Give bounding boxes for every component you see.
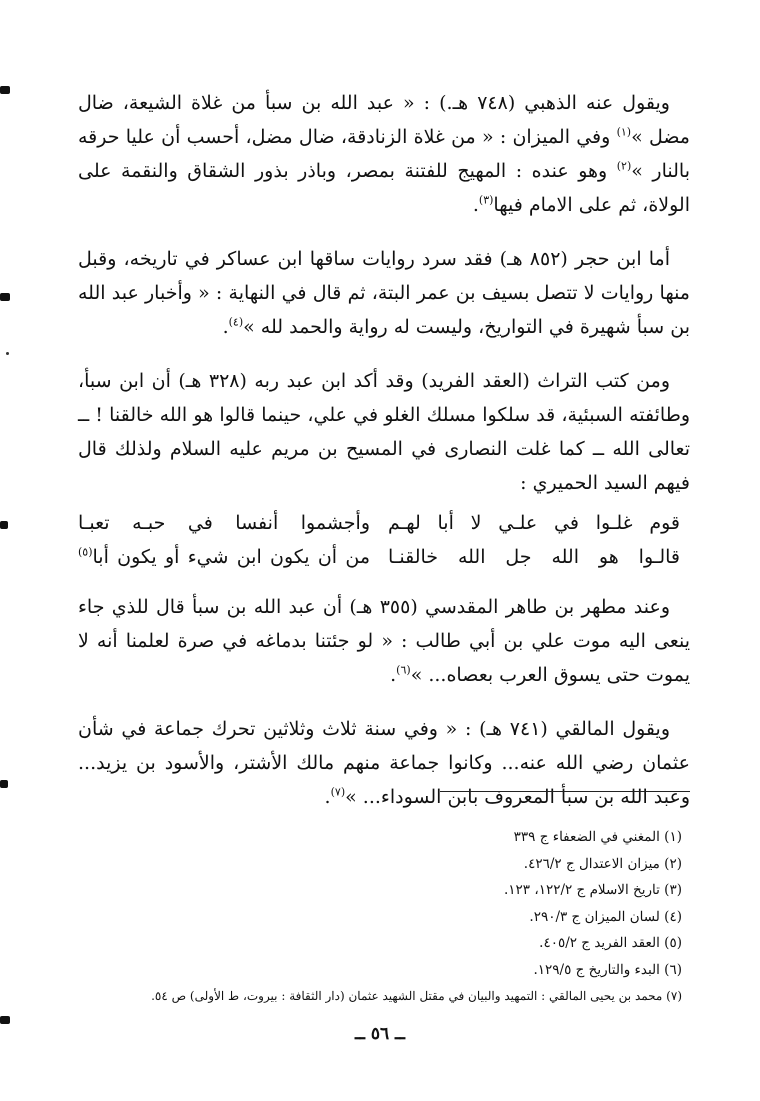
footnote-ref-2[interactable]: (٢) [616,159,632,173]
footnote-ref-6[interactable]: (٦) [396,663,411,677]
footnote-item: (١) المغني في الضعفاء ج ٣٣٩ [513,829,682,845]
poem-hemistich: قالـوا هو الله جل الله خالقنـا [388,546,680,568]
footnote-separator [440,791,690,792]
scan-edge-mark [0,293,10,301]
footnote-item: (٢) ميزان الاعتدال ج ٤٢٦/٢. [523,855,682,872]
main-text [78,86,690,834]
footnote-item: (٥) العقد الفريد ج ٤٠٥/٢. [539,935,682,951]
poem-hemistich: وأجشموا أنفسا في حبـه تعبـا [78,512,370,534]
scan-edge-mark [0,780,8,788]
footnote-ref-7[interactable]: (٧) [330,785,346,799]
page-number: ــ ٥٦ ــ [354,1024,406,1044]
paragraph-dhahabi: ويقول عنه الذهبي (٧٤٨ هـ.) : « عبد الله بن سبأ من غلاة الشيعة، ضال مضل »$^{(١)}$ وفي الميزان : « من غلاة الزنادقة، ضال مضل، أحسب أن عليا حرقه بالنار »$^{(٢)}$ وهو عنده : المهيج للفتنة بمصر، وباذر بذور الشقاق والنقمة على الولاة، ثم على الامام فيها$^{(٣)}$. [78,92,690,216]
poem-verse-2 [78,540,690,574]
footnote-item: (٣) تاريخ الاسلام ج ١٢٢/٢، ١٢٣. [503,882,682,898]
footnote-item: (٧) محمد بن يحيى المالقي : التمهيد والبيان في مقتل الشهيد عثمان (دار الثقافة : بيروت، ط الأولى) ص ٥٤. [151,989,682,1003]
footnote-item: (٤) لسان الميزان ج ٢٩٠/٣. [529,908,682,925]
paragraph-ibn-hajar: أما ابن حجر (٨٥٢ هـ) فقد سرد روايات ساقها ابن عساكر في تاريخه، وقبل منها روايات لا تتصل بسيف بن عمر البتة، ثم قال في النهاية : « وأخبار عبد الله بن سبأ شهيرة في التواريخ، وليست له رواية والحمد لله »$^{(٤)}$. [78,248,690,338]
scan-speck [6,352,9,355]
poem [78,506,690,574]
footnote-ref-4[interactable]: (٤) [228,315,244,329]
poem-verse-1 [78,506,690,540]
scan-edge-mark [0,1016,10,1024]
footnote-ref-5[interactable]: (٥) [78,545,93,559]
paragraph-iqd-farid: ومن كتب التراث (العقد الفريد) وقد أكد ابن عبد ربه (٣٢٨ هـ) أن ابن سبأ، وطائفته السبئية، قد سلكوا مسلك الغلو في علي، حينما قالوا هو الله خالقنا ! ــ تعالى الله ــ كما غلت النصارى في المسيح بن مريم عليه السلام ولذلك قال فيهم السيد الحميري : [78,370,690,494]
poem-hemistich-with-ref: من أن يكون ابن شيء أو يكون أبا$^{(٥)}$ [78,545,370,568]
scan-edge-mark [0,86,10,94]
footnote-ref-1[interactable]: (١) [616,125,632,139]
footnote-item: (٦) البدء والتاريخ ج ١٢٩/٥. [533,961,682,978]
paragraph-malaqi: ويقول المالقي (٧٤١ هـ) : « وفي سنة ثلاث وثلاثين تحرك جماعة في شأن عثمان رضي الله عنه... وكانوا جماعة منهم مالك الأشتر، والأسود بن يزيد... وعبد الله بن سبأ المعروف بابن السوداء... »$^{(٧)}$. [78,718,690,808]
poem-hemistich: قوم غلـوا في علـي لا أبا لهـم [388,512,680,534]
footnote-ref-3[interactable]: (٣) [478,193,494,207]
paragraph-maqdisi: وعند مطهر بن طاهر المقدسي (٣٥٥ هـ) أن عبد الله بن سبأ قال للذي جاء ينعى اليه موت علي بن أبي طالب : « لو جئتنا بدماغه في صرة لعلمنا أنه لا يموت حتى يسوق العرب بعصاه... »$^{(٦)}$. [78,596,690,686]
footnotes [82,824,682,1010]
scan-edge-mark [0,521,8,529]
